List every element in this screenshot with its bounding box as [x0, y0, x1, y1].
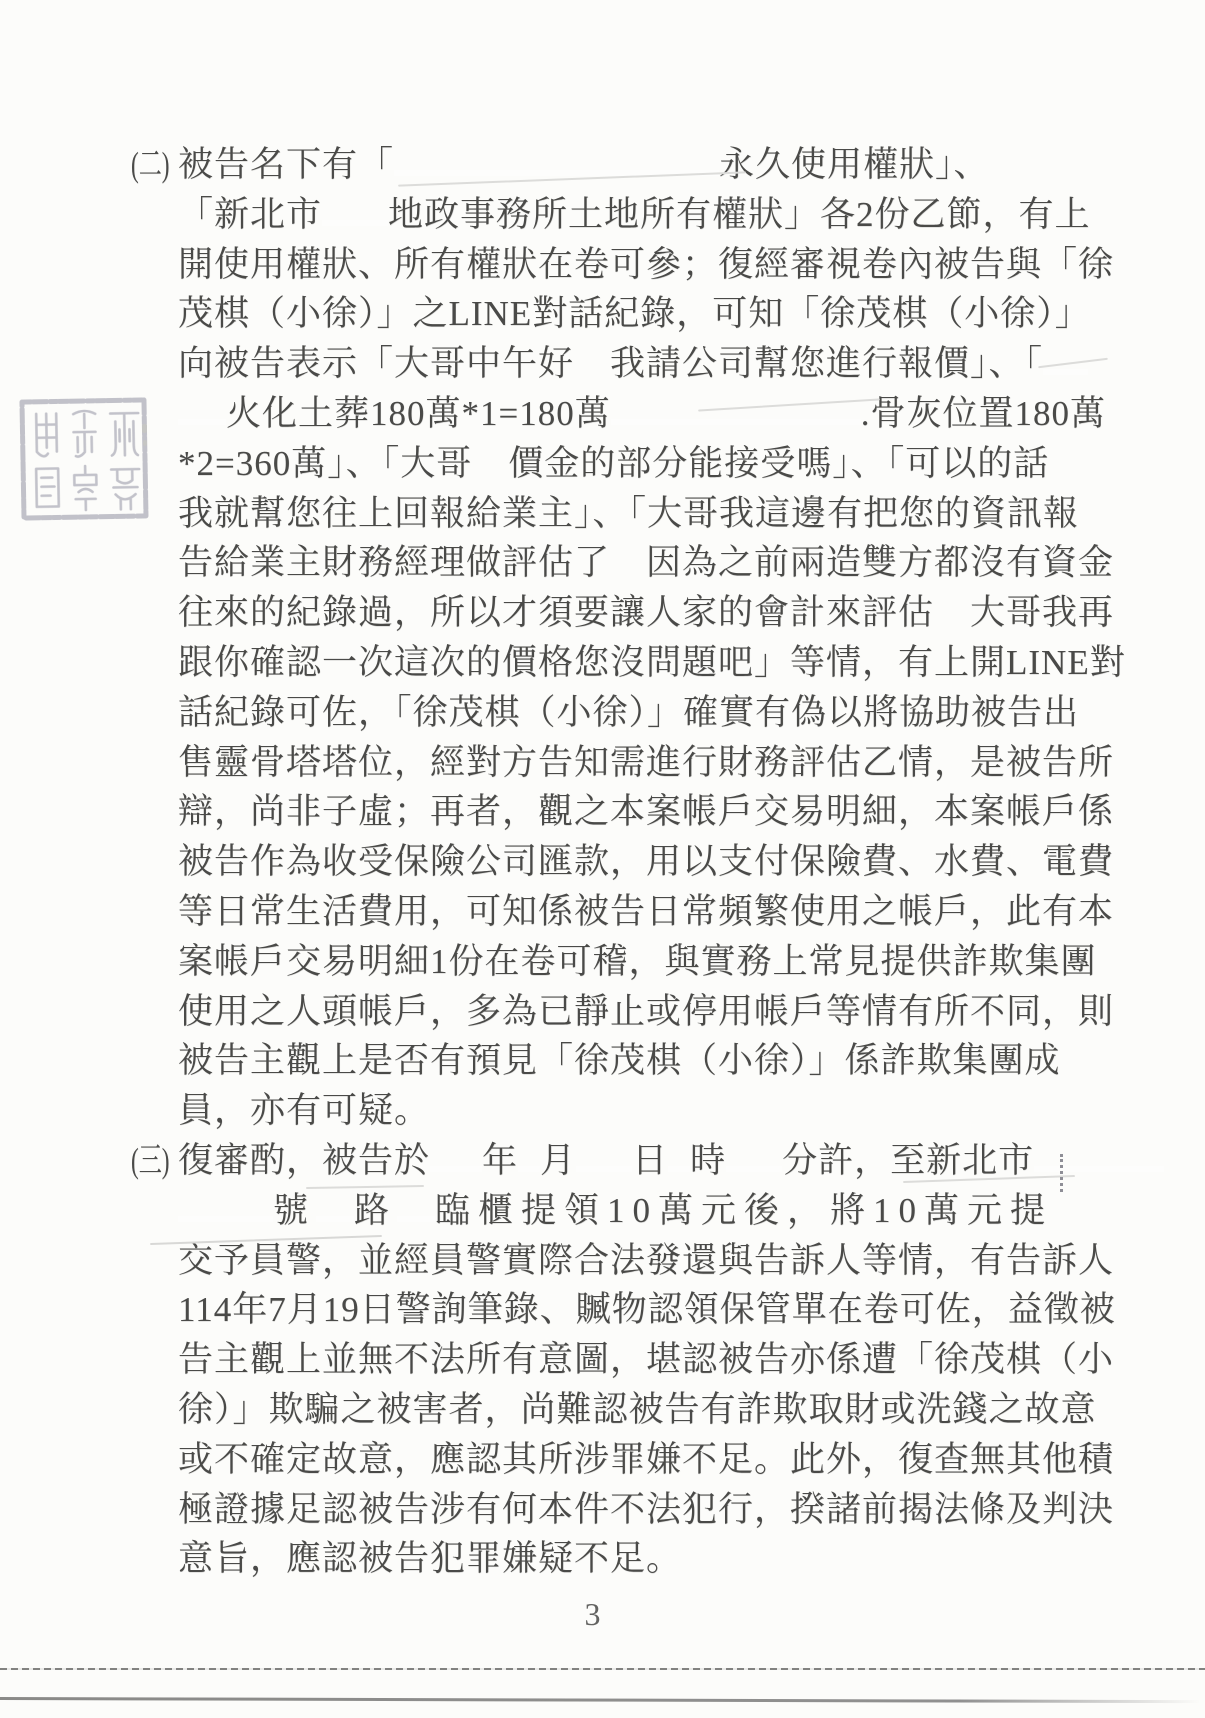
ink-speck	[143, 440, 147, 446]
text-segment: 被告作為收受保險公司匯款，用以支付保險費、水費、電費	[178, 842, 1115, 882]
text-segment: 極證據足認被告涉有何本件不法犯行，揆諸前揭法條及判決	[178, 1489, 1115, 1529]
redaction-blank	[178, 419, 226, 425]
text-segment: 「新北市	[178, 194, 323, 234]
redaction-blank	[397, 1216, 435, 1222]
text-segment: 辯，尚非子虛；再者，觀之本案帳戶交易明細，本案帳戶係	[178, 792, 1115, 832]
scan-edge-line	[0, 1668, 1205, 1670]
text-segment: 路	[354, 1190, 398, 1230]
redaction-blank	[518, 1166, 540, 1172]
document-body	[131, 140, 1188, 1584]
text-line	[178, 887, 1188, 937]
text-line	[178, 289, 1188, 339]
text-segment: 臨櫃提領10萬元後，將10萬元提	[435, 1190, 1054, 1230]
text-segment: 復審酌，被告於	[178, 1140, 431, 1180]
text-segment: 案帳戶交易明細1份在卷可稽，與實務上常見提供詐欺集團	[178, 941, 1097, 981]
text-segment: 徐）」欺騙之被害者，尚難認被告有詐欺取財或洗錢之故意	[178, 1389, 1097, 1429]
text-segment: 意旨，應認被告犯罪嫌疑不足。	[178, 1539, 683, 1579]
paragraph-marker: (三)	[131, 1140, 170, 1180]
page-number: 3	[584, 1596, 601, 1632]
text-line	[131, 140, 1188, 190]
redacted-text-remnant	[1060, 1154, 1063, 1192]
text-line	[178, 240, 1188, 290]
text-line	[178, 837, 1188, 887]
text-line	[178, 987, 1188, 1037]
text-segment: 永久使用權狀」、	[719, 145, 990, 184]
text-segment: 火化土葬180萬*1=180萬	[226, 393, 611, 433]
redaction-blank	[668, 1166, 690, 1172]
text-segment: 告主觀上並無不法所有意圖，堪認被告亦係遭「徐茂棋（小	[178, 1340, 1115, 1380]
text-segment: 我就幫您往上回報給業主」、「大哥我這邊有把您的資訊報	[178, 493, 1080, 533]
text-line	[178, 1485, 1188, 1535]
text-line	[178, 787, 1188, 837]
text-line	[178, 1435, 1188, 1485]
text-line	[178, 937, 1188, 987]
text-line	[178, 489, 1188, 539]
text-line	[178, 1534, 1188, 1584]
text-segment: 使用之人頭帳戶，多為已靜止或停用帳戶等情有所不同，則	[178, 991, 1115, 1031]
text-segment: 時	[690, 1140, 727, 1180]
redaction-blank	[1043, 369, 1088, 375]
text-segment: 茂棋（小徐）」之LINE對話紀錄，可知「徐茂棋（小徐）」	[178, 294, 1091, 334]
text-segment: 向被告表示「大哥中午好 我請公司幫您進行報價」、「	[178, 344, 1044, 384]
text-line	[178, 1086, 1188, 1136]
official-seal-stamp	[19, 397, 149, 523]
text-line	[178, 738, 1188, 788]
redaction-blank	[726, 1166, 782, 1172]
text-line	[178, 339, 1188, 389]
text-line	[178, 1335, 1188, 1385]
text-line	[178, 638, 1188, 688]
text-line	[178, 588, 1188, 638]
text-segment: 跟你確認一次這次的價格您沒問題吧」等情，有上開LINE對	[178, 642, 1126, 682]
text-line	[178, 389, 1188, 439]
text-segment: 或不確定故意，應認其所涉罪嫌不足。此外，復查無其他積	[178, 1439, 1115, 1479]
text-segment: 話紀錄可佐，「徐茂棋（小徐）」確實有偽以將協助被告出	[178, 692, 1080, 732]
text-segment: 年	[482, 1140, 519, 1180]
text-segment: 售靈骨塔塔位，經對方告知需進行財務評估乙情，是被告所	[178, 742, 1115, 782]
text-segment: 被告名下有「	[178, 145, 395, 184]
scan-edge-line	[0, 1697, 1200, 1703]
text-line	[178, 1236, 1188, 1286]
text-segment: 交予員警，並經員警實際合法發還與告訴人等情，有告訴人	[178, 1240, 1115, 1280]
text-line	[178, 1285, 1188, 1335]
text-line	[178, 688, 1188, 738]
text-line	[178, 1036, 1188, 1086]
text-segment: 往來的紀錄過，所以才須要讓人家的會計來評估 大哥我再	[178, 593, 1115, 633]
text-line	[178, 1186, 1188, 1236]
redaction-blank	[576, 1166, 632, 1172]
redaction-blank	[178, 1216, 273, 1222]
redaction-blank	[1034, 1166, 1164, 1172]
text-line	[178, 1385, 1188, 1435]
text-segment: 號	[273, 1190, 317, 1230]
text-segment: 地政事務所土地所有權狀」各2份乙節，有上	[388, 194, 1091, 234]
text-segment: 日	[632, 1140, 669, 1180]
text-segment: .骨灰位置180萬	[860, 393, 1107, 433]
redaction-blank	[611, 419, 861, 425]
redaction-blank	[316, 1216, 354, 1222]
text-line	[178, 439, 1188, 489]
redaction-blank	[430, 1166, 482, 1172]
text-segment: 分許，至新北市	[782, 1140, 1035, 1180]
text-segment: 被告主觀上是否有預見「徐茂棋（小徐）」係詐欺集團成	[178, 1041, 1061, 1081]
paragraph-marker: (二)	[131, 145, 170, 184]
text-segment: 告給業主財務經理做評估了 因為之前兩造雙方都沒有資金	[178, 543, 1115, 583]
text-segment: 員，亦有可疑。	[178, 1091, 431, 1131]
redaction-blank	[322, 220, 388, 226]
text-segment: 114年7月19日警詢筆錄、贓物認領保管單在卷可佐，益徵被	[178, 1290, 1116, 1330]
text-segment: *2=360萬」、「大哥 價金的部分能接受嗎」、「可以的話	[178, 443, 1050, 483]
ink-speck	[142, 424, 147, 433]
text-segment: 月	[540, 1140, 577, 1180]
text-line	[178, 190, 1188, 240]
text-line	[178, 538, 1188, 588]
text-segment: 等日常生活費用，可知係被告日常頻繁使用之帳戶，此有本	[178, 891, 1115, 931]
text-segment: 開使用權狀、所有權狀在卷可參；復經審視卷內被告與「徐	[178, 244, 1115, 284]
